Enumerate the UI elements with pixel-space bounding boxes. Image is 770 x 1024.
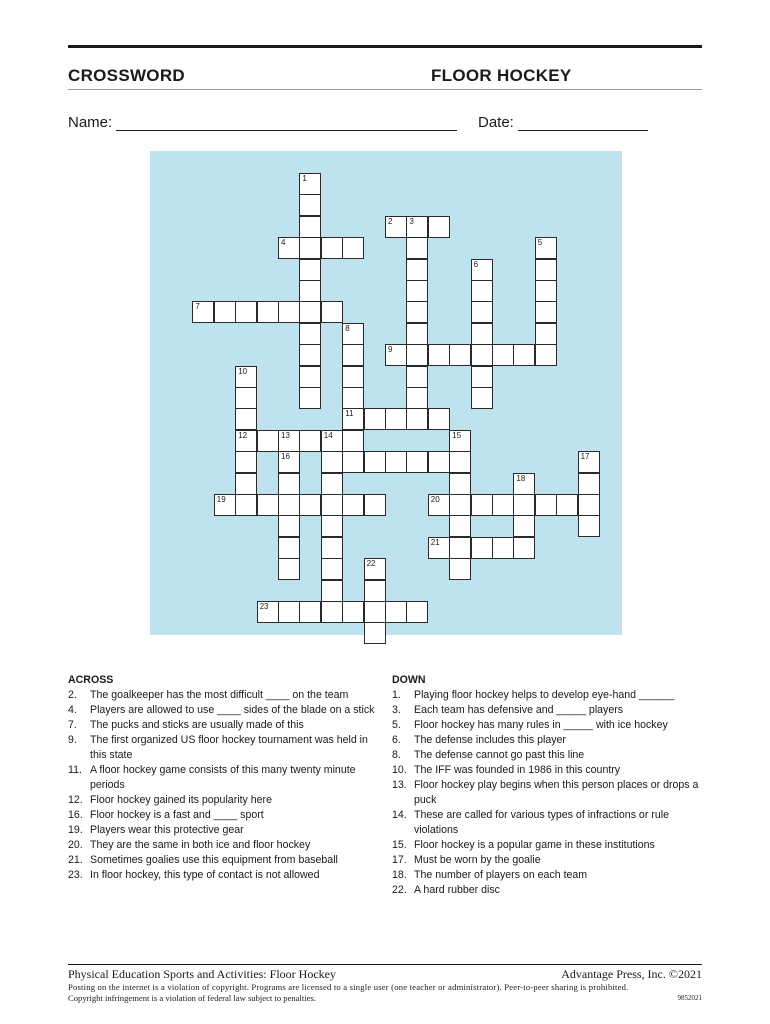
clue-number: 15 <box>452 430 462 440</box>
crossword-cell[interactable] <box>385 408 407 430</box>
crossword-cell[interactable] <box>299 259 321 281</box>
crossword-cell[interactable] <box>321 451 343 473</box>
crossword-cell[interactable] <box>235 494 257 516</box>
clue-number: 8 <box>345 323 350 333</box>
clue-number: 4 <box>281 238 286 248</box>
crossword-cell[interactable] <box>364 622 386 644</box>
crossword-cell[interactable] <box>299 194 321 216</box>
crossword-cell[interactable] <box>406 366 428 388</box>
clue-number-label: 3. <box>392 704 401 716</box>
down-clue <box>392 778 702 808</box>
crossword-cell[interactable] <box>449 515 471 537</box>
crossword-cell[interactable] <box>471 323 493 345</box>
crossword-cell[interactable] <box>278 430 300 452</box>
crossword-cell[interactable] <box>257 601 279 623</box>
clue-text: The defense includes this player <box>414 734 566 746</box>
crossword-cell[interactable] <box>235 301 257 323</box>
crossword-cell[interactable] <box>535 323 557 345</box>
clue-number: 19 <box>216 495 226 504</box>
crossword-cell[interactable] <box>471 259 493 281</box>
crossword-cell[interactable] <box>321 601 343 623</box>
clue-number-label: 4. <box>68 704 77 716</box>
crossword-cell[interactable] <box>406 216 428 238</box>
crossword-cell[interactable] <box>492 344 514 366</box>
crossword-cell[interactable] <box>278 601 300 623</box>
crossword-cell[interactable] <box>342 366 364 388</box>
crossword-cell[interactable] <box>471 366 493 388</box>
clue-number: 23 <box>259 602 269 611</box>
crossword-cell[interactable] <box>513 494 535 516</box>
crossword-cell[interactable] <box>385 216 407 238</box>
clue-number-label: 7. <box>68 719 77 731</box>
clue-text: The defense cannot go past this line <box>414 749 585 761</box>
clue-number: 11 <box>345 409 354 419</box>
crossword-cell[interactable] <box>428 537 450 559</box>
crossword-cell[interactable] <box>278 494 300 516</box>
clue-number: 21 <box>430 537 440 547</box>
worksheet-type-title: CROSSWORD <box>68 66 185 85</box>
crossword-cell[interactable] <box>214 494 236 516</box>
clue-number: 13 <box>281 430 290 440</box>
crossword-cell[interactable] <box>471 280 493 302</box>
crossword-cell[interactable] <box>492 494 514 516</box>
crossword-cell[interactable] <box>235 451 257 473</box>
across-clue <box>68 868 378 883</box>
crossword-cell[interactable] <box>406 323 428 345</box>
crossword-cell[interactable] <box>406 601 428 623</box>
crossword-cell[interactable] <box>428 451 450 473</box>
crossword-cell[interactable] <box>535 259 557 281</box>
crossword-cell[interactable] <box>406 301 428 323</box>
down-clue <box>392 853 702 868</box>
crossword-cell[interactable] <box>578 494 600 516</box>
clue-text: In floor hockey, this type of contact is not allowed <box>90 869 320 881</box>
crossword-cell[interactable] <box>235 430 257 452</box>
crossword-cell[interactable] <box>278 451 300 473</box>
publisher-copyright: Advantage Press, Inc. ©2021 <box>561 967 702 981</box>
crossword-cell[interactable] <box>471 537 493 559</box>
crossword-cell[interactable] <box>364 558 386 580</box>
across-heading: ACROSS <box>68 674 114 686</box>
clue-number: 7 <box>195 302 200 312</box>
crossword-cell[interactable] <box>257 494 279 516</box>
clue-text: The goalkeeper has the most difficult ____ on the team <box>90 689 349 701</box>
crossword-cell[interactable] <box>278 558 300 580</box>
crossword-cell[interactable] <box>342 451 364 473</box>
crossword-cell[interactable] <box>342 344 364 366</box>
clue-number: 20 <box>430 495 440 504</box>
crossword-cell[interactable] <box>578 451 600 473</box>
crossword-cell[interactable] <box>321 537 343 559</box>
worksheet-topic-title: FLOOR HOCKEY <box>431 66 572 85</box>
across-clue <box>68 838 378 853</box>
crossword-cell[interactable] <box>471 494 493 516</box>
clue-number-label: 5. <box>392 719 401 731</box>
down-clue <box>392 883 702 898</box>
crossword-cell[interactable] <box>321 494 343 516</box>
crossword-cell[interactable] <box>535 280 557 302</box>
crossword-cell[interactable] <box>299 323 321 345</box>
crossword-cell[interactable] <box>385 451 407 473</box>
crossword-cell[interactable] <box>299 280 321 302</box>
crossword-cell[interactable] <box>278 515 300 537</box>
crossword-cell[interactable] <box>385 601 407 623</box>
crossword-cell[interactable] <box>278 301 300 323</box>
infringement-notice: Copyright infringement is a violation of federal law subject to penalties. <box>68 993 316 1003</box>
crossword-cell[interactable] <box>299 344 321 366</box>
clue-number-label: 18. <box>392 869 407 881</box>
crossword-cell[interactable] <box>342 323 364 345</box>
crossword-cell[interactable] <box>257 301 279 323</box>
crossword-cell[interactable] <box>342 237 364 259</box>
crossword-cell[interactable] <box>342 430 364 452</box>
clue-number-label: 12. <box>68 794 83 806</box>
clue-number: 3 <box>409 216 414 226</box>
clue-number-label: 19. <box>68 824 83 836</box>
crossword-cell[interactable] <box>406 387 428 409</box>
across-clue <box>68 703 378 718</box>
crossword-cell[interactable] <box>321 430 343 452</box>
book-title: Physical Education Sports and Activities: Floor Hockey <box>68 967 336 981</box>
crossword-cell[interactable] <box>299 494 321 516</box>
down-clue <box>392 838 702 853</box>
crossword-cell[interactable] <box>257 430 279 452</box>
crossword-cell[interactable] <box>364 494 386 516</box>
crossword-cell[interactable] <box>428 408 450 430</box>
clue-text: The pucks and sticks are usually made of this <box>90 719 304 731</box>
crossword-cell[interactable] <box>364 580 386 602</box>
down-clue <box>392 808 702 838</box>
crossword-cell[interactable] <box>513 473 535 495</box>
crossword-cell[interactable] <box>299 430 321 452</box>
clue-text: Sometimes goalies use this equipment from baseball <box>90 854 338 866</box>
date-field[interactable] <box>478 114 648 131</box>
crossword-cell[interactable] <box>535 301 557 323</box>
crossword-cell[interactable] <box>321 580 343 602</box>
clue-text: Players wear this protective gear <box>90 824 244 836</box>
clue-number: 2 <box>388 216 393 226</box>
down-clue <box>392 868 702 883</box>
crossword-cell[interactable] <box>449 430 471 452</box>
clue-number-label: 14. <box>392 809 407 821</box>
clue-number-label: 13. <box>392 779 407 791</box>
crossword-cell[interactable] <box>406 408 428 430</box>
clue-text: Each team has defensive and _____ players <box>414 704 624 716</box>
date-label: Date: <box>478 114 514 131</box>
date-blank-line[interactable] <box>518 114 648 131</box>
license-notice: Posting on the internet is a violation of copyright. Programs are licensed to a single user (one teacher or administrator). Peer-to-peer sharing is prohibited. <box>68 982 629 992</box>
product-code: 9852021 <box>677 994 702 1002</box>
crossword-cell[interactable] <box>192 301 214 323</box>
clue-text: Must be worn by the goalie <box>414 854 541 866</box>
crossword-cell[interactable] <box>535 237 557 259</box>
across-clue <box>68 808 378 823</box>
crossword-cell[interactable] <box>342 494 364 516</box>
header-divider <box>68 89 702 90</box>
across-clue <box>68 793 378 808</box>
crossword-cell[interactable] <box>342 387 364 409</box>
crossword-cell[interactable] <box>428 344 450 366</box>
clue-number: 17 <box>580 452 590 462</box>
name-label: Name: <box>68 114 113 131</box>
crossword-cell[interactable] <box>321 515 343 537</box>
clue-number: 9 <box>388 345 393 355</box>
across-clue <box>68 733 378 763</box>
crossword-cell[interactable] <box>278 473 300 495</box>
clue-number-label: 11. <box>68 764 82 776</box>
clue-number-label: 21. <box>68 854 83 866</box>
clue-text: Players are allowed to use ____ sides of the blade on a stick <box>90 704 375 716</box>
clue-number-label: 15. <box>392 839 407 851</box>
crossword-cell[interactable] <box>449 451 471 473</box>
clue-text: A hard rubber disc <box>414 884 500 896</box>
clue-number-label: 20. <box>68 839 83 851</box>
crossword-cell[interactable] <box>471 344 493 366</box>
clue-number-label: 1. <box>392 689 401 701</box>
crossword-cell[interactable] <box>364 601 386 623</box>
down-heading: DOWN <box>392 674 426 686</box>
across-clues <box>68 673 378 883</box>
clue-number: 10 <box>238 366 248 376</box>
crossword-cell[interactable] <box>471 301 493 323</box>
crossword-cell[interactable] <box>235 473 257 495</box>
crossword-cell[interactable] <box>556 494 578 516</box>
crossword-cell[interactable] <box>513 537 535 559</box>
clue-number-label: 6. <box>392 734 401 746</box>
clue-text: Floor hockey is a popular game in these institutions <box>414 839 655 851</box>
crossword-cell[interactable] <box>449 558 471 580</box>
crossword-cell[interactable] <box>299 601 321 623</box>
crossword-cell[interactable] <box>321 558 343 580</box>
crossword-cell[interactable] <box>406 451 428 473</box>
crossword-cell[interactable] <box>299 387 321 409</box>
crossword-cell[interactable] <box>235 387 257 409</box>
crossword-cell[interactable] <box>492 537 514 559</box>
across-clue <box>68 763 378 793</box>
down-clue <box>392 763 702 778</box>
clue-text: A floor hockey game consists of this many twenty minute periods <box>90 764 356 791</box>
crossword-cell[interactable] <box>278 237 300 259</box>
down-clue <box>392 703 702 718</box>
crossword-cell[interactable] <box>385 344 407 366</box>
crossword-cell[interactable] <box>513 515 535 537</box>
clue-number-label: 9. <box>68 734 77 746</box>
crossword-cell[interactable] <box>535 494 557 516</box>
crossword-cell[interactable] <box>364 451 386 473</box>
crossword-cell[interactable] <box>235 366 257 388</box>
clue-number-label: 8. <box>392 749 401 761</box>
clue-number: 6 <box>473 259 479 269</box>
clue-text: Floor hockey gained its popularity here <box>90 794 272 806</box>
clue-number: 14 <box>323 430 333 440</box>
crossword-cell[interactable] <box>428 494 450 516</box>
clue-text: Floor hockey has many rules in _____ with ice hockey <box>414 719 668 731</box>
clue-number: 16 <box>281 452 290 462</box>
crossword-cell[interactable] <box>299 366 321 388</box>
crossword-cell[interactable] <box>578 515 600 537</box>
clue-text: Floor hockey play begins when this person places or drops a puck <box>414 779 699 806</box>
crossword-cell[interactable] <box>235 408 257 430</box>
crossword-cell[interactable] <box>342 601 364 623</box>
down-clue <box>392 733 702 748</box>
down-clue <box>392 688 702 703</box>
clue-number-label: 2. <box>68 689 77 701</box>
crossword-cell[interactable] <box>299 301 321 323</box>
top-rule <box>68 45 702 48</box>
crossword-cell[interactable] <box>406 237 428 259</box>
clue-text: They are the same in both ice and floor hockey <box>90 839 311 851</box>
clue-number: 22 <box>366 559 376 569</box>
clue-number: 1 <box>302 174 307 183</box>
crossword-cell[interactable] <box>449 473 471 495</box>
across-clue <box>68 823 378 838</box>
clue-number-label: 16. <box>68 809 83 821</box>
clue-text: Floor hockey is a fast and ____ sport <box>90 809 264 821</box>
crossword-cell[interactable] <box>321 473 343 495</box>
across-clue <box>68 718 378 733</box>
clue-text: The number of players on each team <box>414 869 588 881</box>
down-clue <box>392 748 702 763</box>
crossword-grid <box>150 151 622 635</box>
clue-text: The IFF was founded in 1986 in this country <box>414 764 621 776</box>
crossword-cell[interactable] <box>406 259 428 281</box>
crossword-cell[interactable] <box>535 344 557 366</box>
crossword-cell[interactable] <box>449 344 471 366</box>
crossword-cell[interactable] <box>428 216 450 238</box>
clue-number: 12 <box>238 430 248 440</box>
down-clue <box>392 718 702 733</box>
crossword-cell[interactable] <box>342 408 364 430</box>
crossword-cell[interactable] <box>513 344 535 366</box>
crossword-cell[interactable] <box>321 237 343 259</box>
clue-number: 5 <box>537 238 543 248</box>
clue-number-label: 22. <box>392 884 407 896</box>
crossword-cell[interactable] <box>214 301 236 323</box>
crossword-cell[interactable] <box>321 301 343 323</box>
crossword-cell[interactable] <box>449 537 471 559</box>
clue-number: 18 <box>516 473 526 483</box>
clue-number-label: 23. <box>68 869 83 881</box>
crossword-cell[interactable] <box>299 173 321 195</box>
crossword-cell[interactable] <box>449 494 471 516</box>
footer-rule <box>68 964 702 965</box>
crossword-cell[interactable] <box>406 280 428 302</box>
crossword-cell[interactable] <box>578 473 600 495</box>
across-clue <box>68 853 378 868</box>
clue-text: The first organized US floor hockey tournament was held in this state <box>90 734 368 761</box>
clue-text: Playing floor hockey helps to develop eye-hand ______ <box>414 689 675 701</box>
crossword-cell[interactable] <box>471 387 493 409</box>
name-field[interactable] <box>68 114 457 131</box>
crossword-cell[interactable] <box>278 537 300 559</box>
crossword-cell[interactable] <box>406 344 428 366</box>
name-blank-line[interactable] <box>116 114 457 131</box>
clue-number-label: 10. <box>392 764 407 776</box>
crossword-cell[interactable] <box>299 237 321 259</box>
down-clues <box>392 673 702 898</box>
crossword-cell[interactable] <box>299 216 321 238</box>
crossword-cell[interactable] <box>364 408 386 430</box>
across-clue <box>68 688 378 703</box>
clue-text: These are called for various types of infractions or rule violations <box>414 809 669 836</box>
clue-number-label: 17. <box>392 854 407 866</box>
